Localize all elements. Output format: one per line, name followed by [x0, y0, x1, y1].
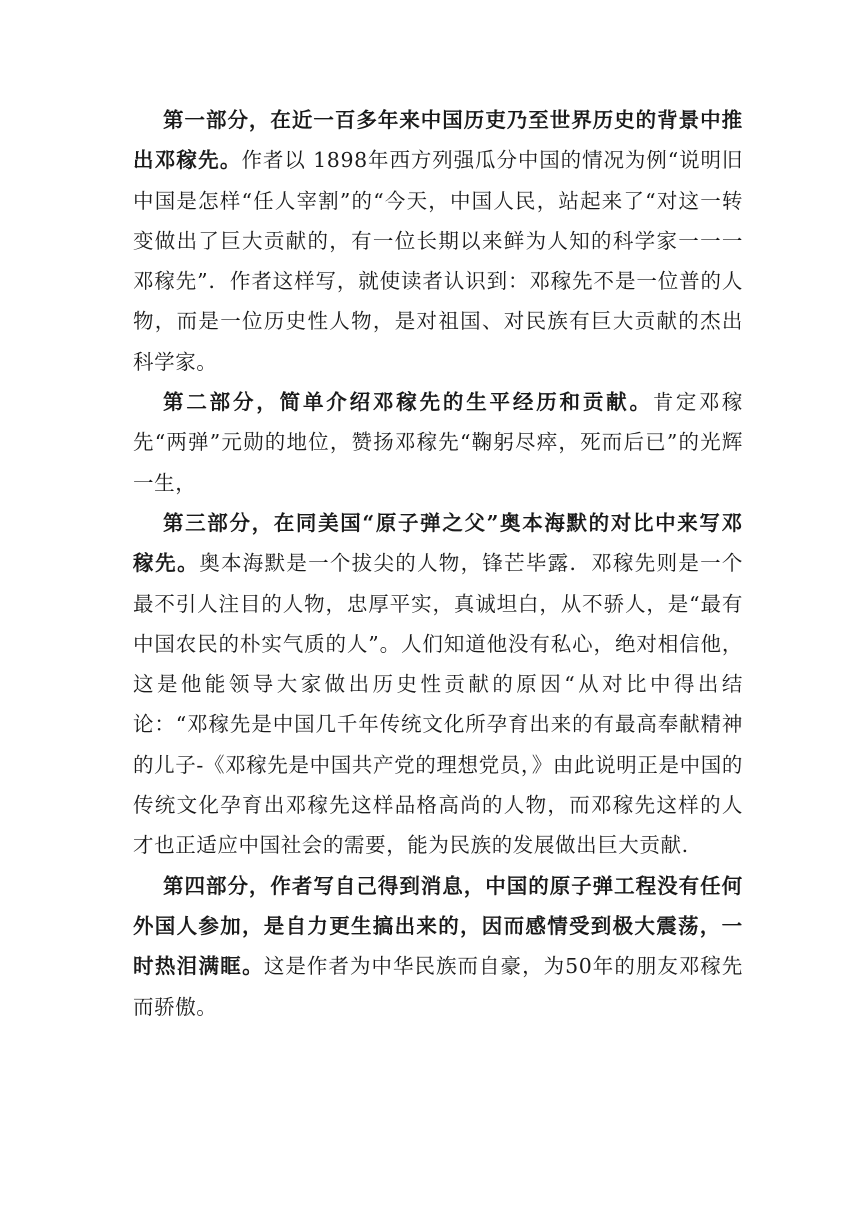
- paragraph-lead: 第一部分，在近一百多年来中国历吏乃至世界历史的背景中推出邓稼先。: [133, 108, 743, 173]
- paragraph-body: 奥本海默是一个拔尖的人物，锋芒毕露．邓稼先则是一个最不引人注目的人物，忠厚平实，真诚坦白，从不骄人，是“最有中国农民的朴实气质的人”。人们知道他没有私心，绝对相信他，这是他能领导大家做出历史性贡献的原因“从对比中得出结论：“邓稼先是中国几千年传统文化所孕育出来的有最高奉献精神的儿子-《邓稼先是中国共产党的理想党员，》由此说明正是中国的传统文化孕育出邓稼先这样品格高尚的人物，而邓稼先这样的人才也正适应中国社会的需要，能为民族的发展做出巨大贡献.: [133, 551, 743, 858]
- paragraph-lead: 第四部分，作者写自己得到消息，中国的原子弹工程没有任何外国人参加，是自力更生搞出来的，因而感情受到极大震荡，一时热泪满眶。: [133, 873, 743, 979]
- paragraph-body: 肯定邓稼先“两弹”元勋的地位，赞扬邓稼先“鞠躬尽瘁，死而后已”的光辉一生，: [133, 390, 743, 495]
- paragraph-body: 这是作者为中华民族而自豪，为50年的朋友邓稼先而骄傲。: [133, 954, 743, 1019]
- paragraph-part-four: [133, 866, 743, 1027]
- paragraph-part-two: [133, 382, 743, 503]
- paragraph-part-one: [133, 100, 743, 382]
- paragraph-lead: 第三部分，在同美国“原子弹之父”奥本海默的对比中来写邓稼先。: [133, 510, 743, 576]
- paragraph-body: 作者以 1898年西方列强瓜分中国的情况为例“说明旧中国是怎样“任人宰割”的“今天，中国人民，站起来了“对这一转变做出了巨大贡献的，有一位长期以来鲜为人知的科学家一一一邓稼先”．作者这样写，就使读者认识到：邓稼先不是一位普的人物，而是一位历史性人物，是对祖国、对民族有巨大贡献的杰出科学家。: [133, 148, 743, 374]
- paragraph-lead: 第二部分，简单介绍邓稼先的生平经历和贡献。: [163, 390, 653, 415]
- paragraph-part-three: [133, 503, 743, 866]
- document-page: [133, 100, 743, 1027]
